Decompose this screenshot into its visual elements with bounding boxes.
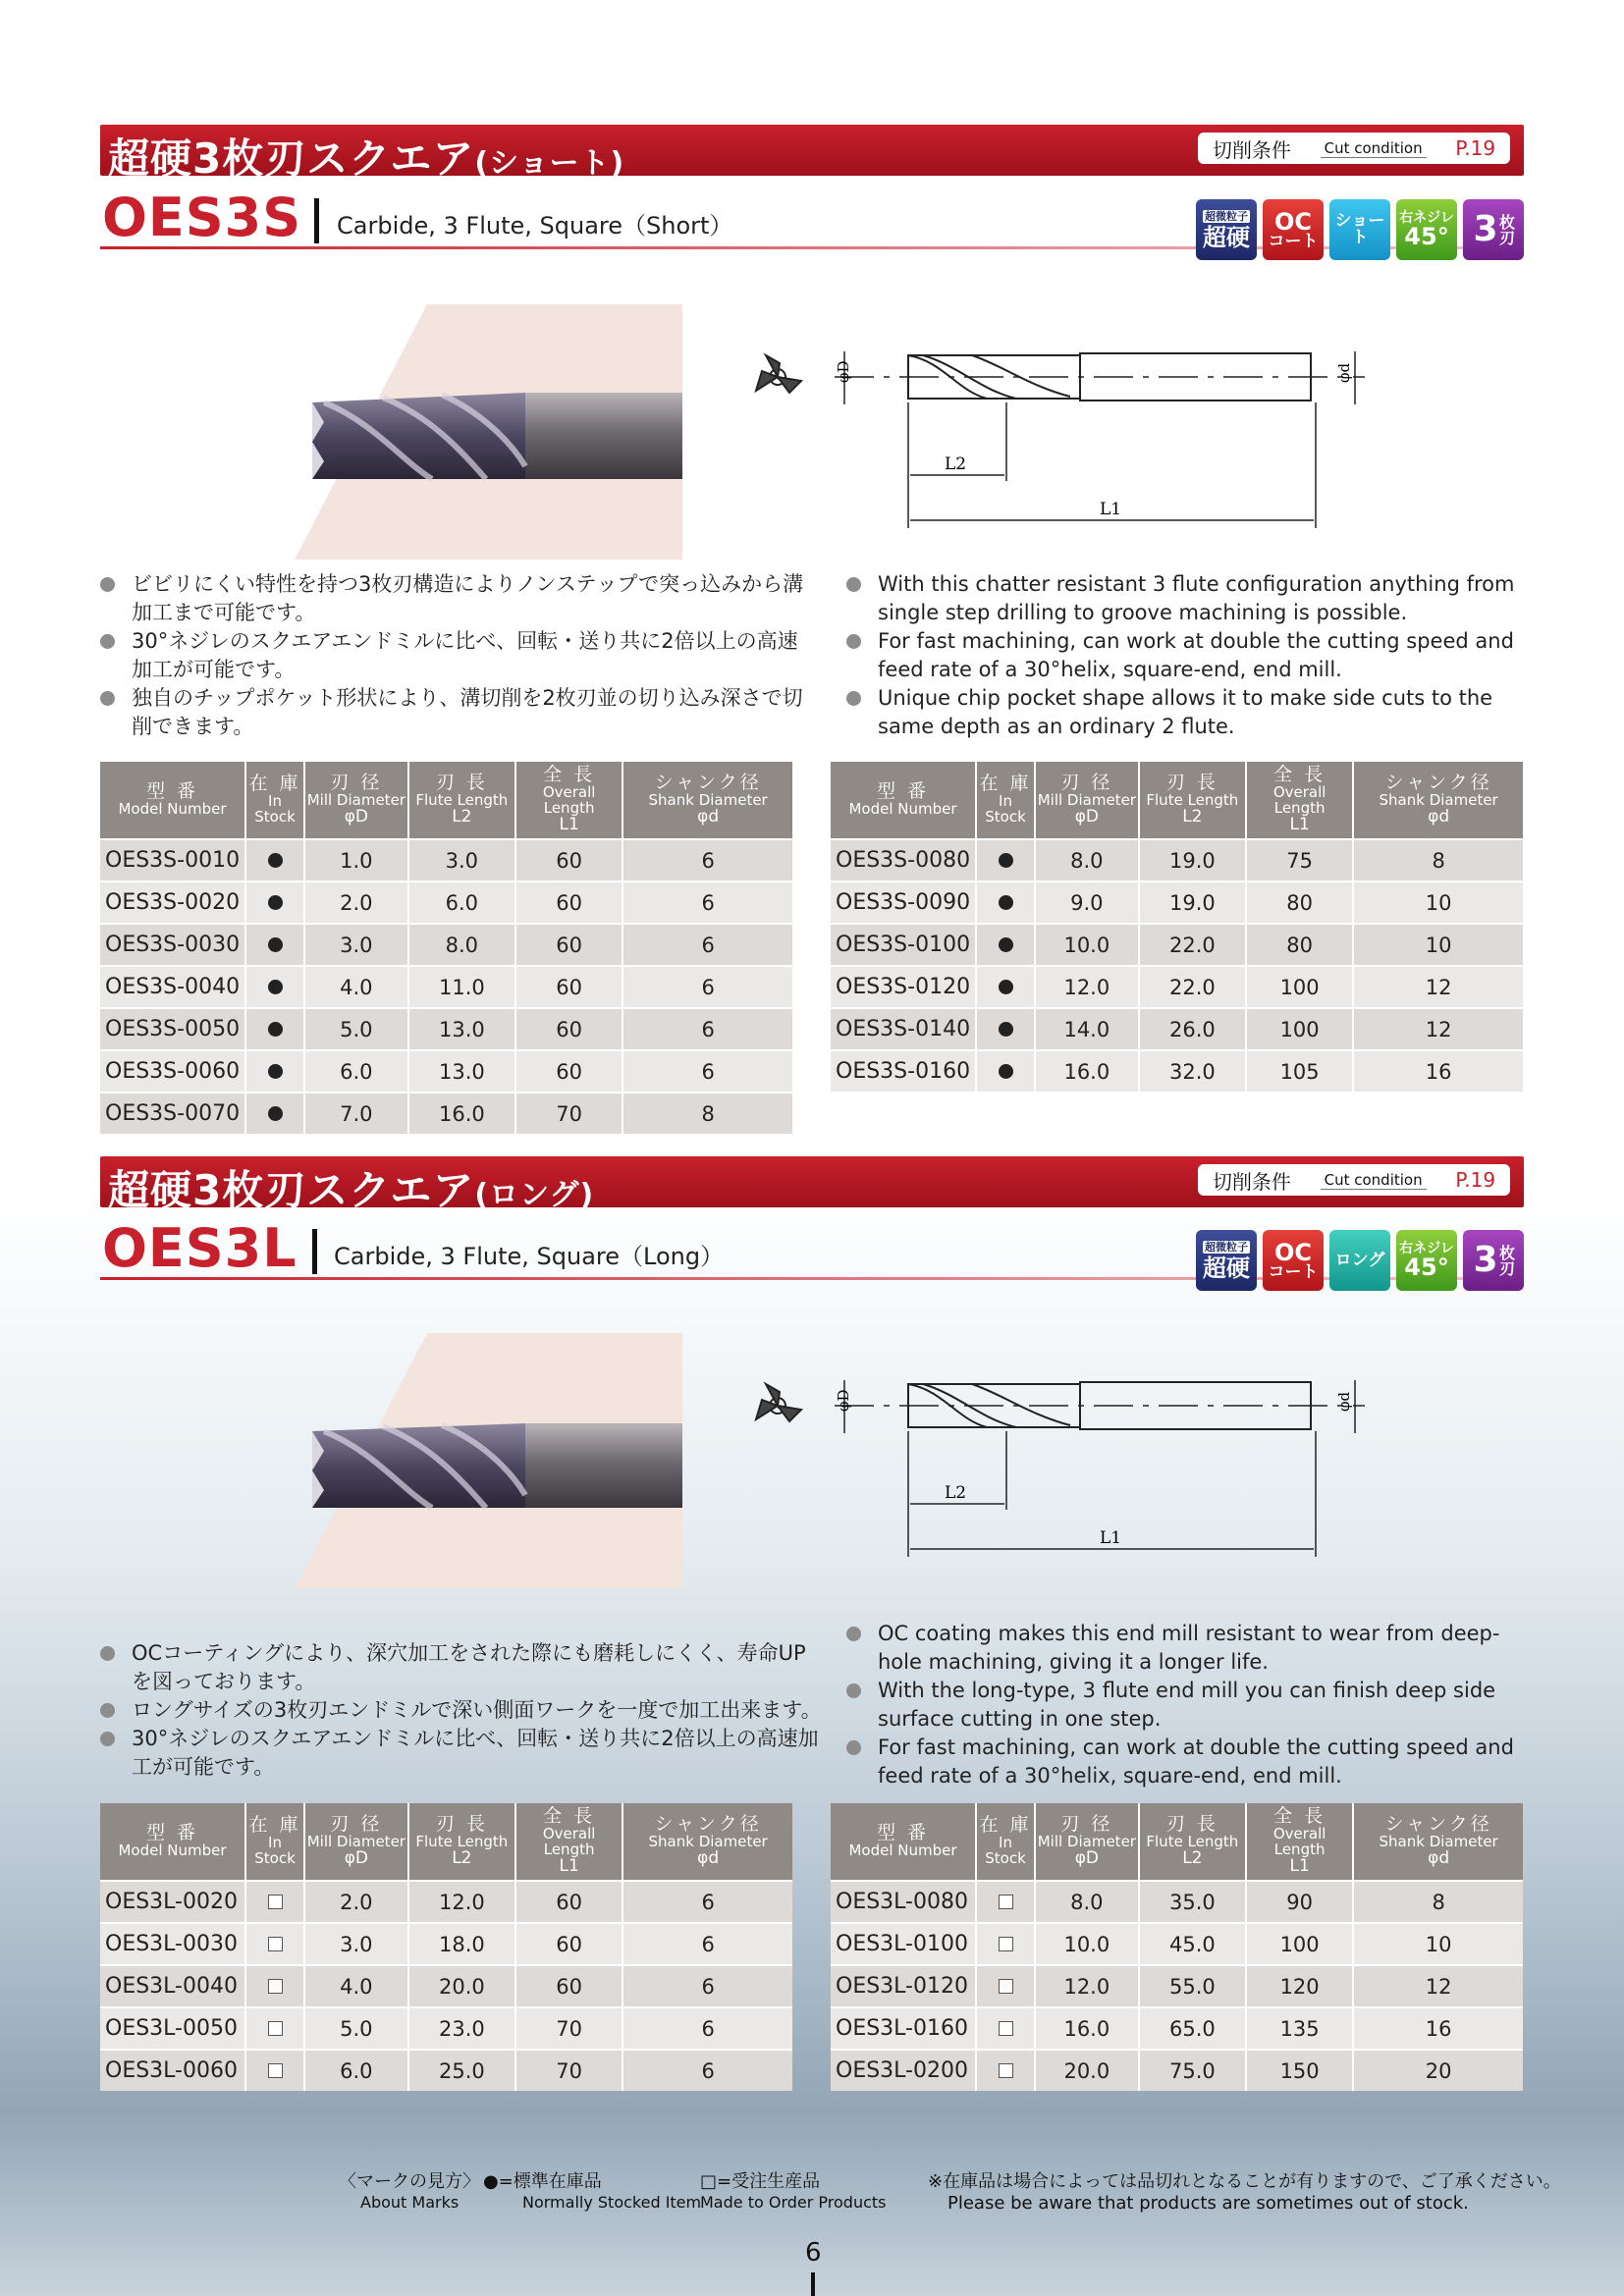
spec-value-cell: 10 [1353, 1923, 1523, 1965]
model-number-cell: OES3L-0020 [100, 1881, 245, 1923]
short-dimension-diagram [746, 342, 1384, 534]
model-number-cell: OES3S-0070 [100, 1093, 245, 1134]
spec-value-cell: 100 [1246, 966, 1353, 1008]
model-number-cell: OES3L-0100 [831, 1923, 976, 1965]
stocked-dot-icon [999, 853, 1013, 868]
spec-value-cell: 5.0 [304, 2007, 408, 2050]
table-row [100, 1881, 792, 1923]
bullet-item: With this chatter resistant 3 flute configuration anything from single step drilling to groove machining is possible. [844, 570, 1522, 627]
ultra-fine-carbide-badge: 超微粒子 超硬 [1196, 199, 1257, 260]
long-dimension-diagram [746, 1370, 1384, 1563]
spec-value-cell: 12 [1353, 1008, 1523, 1050]
stock-mark [976, 1923, 1035, 1965]
made-to-order-square-icon [999, 1979, 1013, 1994]
spec-value-cell: 6 [623, 1008, 792, 1050]
spec-value-cell: 8.0 [1035, 839, 1139, 881]
table-row [831, 2050, 1523, 2091]
stocked-dot-icon [999, 895, 1013, 910]
spec-value-cell: 6 [623, 2007, 792, 2050]
spec-value-cell: 4.0 [304, 966, 408, 1008]
table-header-cell: 在 庫 In Stock [245, 1803, 304, 1881]
spec-value-cell: 22.0 [1139, 924, 1246, 966]
stock-mark [976, 2007, 1035, 2050]
short-feature-badges [1196, 199, 1524, 260]
stock-mark [245, 839, 304, 881]
spec-value-cell: 6 [623, 881, 792, 924]
spec-value-cell: 80 [1246, 881, 1353, 924]
stock-mark [245, 881, 304, 924]
spec-value-cell: 60 [515, 839, 623, 881]
spec-value-cell: 120 [1246, 1965, 1353, 2007]
table-row [831, 2007, 1523, 2050]
spec-value-cell: 2.0 [304, 1881, 408, 1923]
spec-value-cell: 19.0 [1139, 881, 1246, 924]
stock-mark [976, 1881, 1035, 1923]
table-row [831, 924, 1523, 966]
table-row [100, 1965, 792, 2007]
spec-value-cell: 23.0 [408, 2007, 515, 2050]
spec-value-cell: 3.0 [304, 1923, 408, 1965]
model-number-cell: OES3S-0140 [831, 1008, 976, 1050]
spec-value-cell: 8.0 [1035, 1881, 1139, 1923]
model-number-cell: OES3L-0200 [831, 2050, 976, 2091]
spec-value-cell: 10.0 [1035, 924, 1139, 966]
stock-mark [245, 2007, 304, 2050]
table-row [100, 881, 792, 924]
bullet-item: For fast machining, can work at double the cutting speed and feed rate of a 30°helix, square-end, end mill. [844, 1734, 1522, 1790]
short-title-banner [100, 125, 1524, 183]
table-header-cell: 型 番 Model Number [100, 1803, 245, 1881]
spec-value-cell: 16.0 [1035, 2007, 1139, 2050]
spec-value-cell: 6 [623, 839, 792, 881]
table-header-cell: 刃 径 Mill Diameter φD [1035, 1803, 1139, 1881]
footer-stock-note: ※在庫品は場合によっては品切れとなることが有りますので、ご了承ください。 Please be aware that products are sometimes out of stock. [928, 2171, 1561, 2214]
spec-value-cell: 80 [1246, 924, 1353, 966]
stock-mark [976, 881, 1035, 924]
stock-mark [976, 1050, 1035, 1092]
spec-value-cell: 6 [623, 966, 792, 1008]
stocked-dot-icon [999, 1022, 1013, 1037]
table-header-cell: 全 長 Overall Length L1 [1246, 762, 1353, 839]
spec-value-cell: 16 [1353, 1050, 1523, 1092]
spec-value-cell: 6 [623, 2050, 792, 2091]
three-flute-badge: 3 枚刃 [1463, 199, 1524, 260]
table-row [831, 1008, 1523, 1050]
ultra-fine-carbide-badge: 超微粒子 超硬 [1196, 1230, 1257, 1291]
spec-value-cell: 60 [515, 924, 623, 966]
stock-mark [976, 1008, 1035, 1050]
diagram-L2-label: L2 [945, 1483, 967, 1503]
stocked-dot-icon [268, 980, 283, 994]
spec-value-cell: 6 [623, 1881, 792, 1923]
bullet-item: Unique chip pocket shape allows it to make side cuts to the same depth as an ordinary 2 flute. [844, 684, 1522, 741]
table-header-cell: 型 番 Model Number [100, 762, 245, 839]
footer-order-legend: □=受注生産品 Made to Order Products [700, 2171, 887, 2212]
footer-marks-legend: 〈マークの見方〉 About Marks [339, 2171, 480, 2212]
table-row [831, 1050, 1523, 1092]
short-badge: ショート [1329, 199, 1390, 260]
spec-value-cell: 6 [623, 924, 792, 966]
bullet-item: ビビリにくい特性を持つ3枚刃構造によりノンステップで突っ込みから溝加工まで可能です。 [98, 570, 805, 627]
long-description: Carbide, 3 Flute, Square（Long） [334, 1243, 725, 1270]
short-end-mill-photo [285, 304, 682, 560]
bullet-item: OCコーティングにより、深穴加工をされた際にも磨耗しにくく、寿命UPを図っております。 [98, 1639, 825, 1696]
made-to-order-square-icon [999, 2021, 1013, 2036]
stocked-dot-icon [268, 1022, 283, 1037]
spec-value-cell: 3.0 [408, 839, 515, 881]
spec-value-cell: 22.0 [1139, 966, 1246, 1008]
spec-value-cell: 13.0 [408, 1008, 515, 1050]
spec-value-cell: 105 [1246, 1050, 1353, 1092]
spec-value-cell: 16 [1353, 2007, 1523, 2050]
long-spec-table-left [100, 1803, 792, 2091]
spec-value-cell: 10 [1353, 924, 1523, 966]
model-number-cell: OES3L-0040 [100, 1965, 245, 2007]
spec-value-cell: 60 [515, 881, 623, 924]
model-number-cell: OES3S-0030 [100, 924, 245, 966]
table-header-cell: 全 長 Overall Length L1 [515, 762, 623, 839]
table-header-cell: 在 庫 In Stock [976, 762, 1035, 839]
spec-value-cell: 60 [515, 1881, 623, 1923]
spec-value-cell: 19.0 [1139, 839, 1246, 881]
bullet-item: 30°ネジレのスクエアエンドミルに比べ、回転・送り共に2倍以上の高速加工が可能です。 [98, 1725, 825, 1782]
page-number: 6 [805, 2238, 822, 2268]
stock-mark [976, 2050, 1035, 2091]
spec-value-cell: 4.0 [304, 1965, 408, 2007]
spec-value-cell: 12 [1353, 1965, 1523, 2007]
short-product-code: OES3S [102, 187, 302, 248]
table-header-cell: 全 長 Overall Length L1 [1246, 1803, 1353, 1881]
stocked-dot-icon [999, 980, 1013, 994]
stock-mark [976, 924, 1035, 966]
spec-value-cell: 60 [515, 1923, 623, 1965]
spec-value-cell: 2.0 [304, 881, 408, 924]
spec-value-cell: 12.0 [1035, 1965, 1139, 2007]
spec-value-cell: 11.0 [408, 966, 515, 1008]
stock-mark [245, 2050, 304, 2091]
short-spec-table-left [100, 762, 792, 1134]
stock-mark [245, 1008, 304, 1050]
spec-value-cell: 70 [515, 2007, 623, 2050]
table-row [831, 966, 1523, 1008]
bullet-item: 独自のチップポケット形状により、溝切削を2枚刃並の切り込み深さで切削できます。 [98, 684, 805, 741]
spec-value-cell: 18.0 [408, 1923, 515, 1965]
table-header-cell: 型 番 Model Number [831, 762, 976, 839]
model-number-cell: OES3L-0160 [831, 2007, 976, 2050]
spec-value-cell: 10.0 [1035, 1923, 1139, 1965]
spec-value-cell: 13.0 [408, 1050, 515, 1093]
diagram-L2-label: L2 [945, 454, 967, 474]
spec-value-cell: 60 [515, 1008, 623, 1050]
spec-value-cell: 8.0 [408, 924, 515, 966]
spec-value-cell: 135 [1246, 2007, 1353, 2050]
page-number-bar [811, 2272, 815, 2296]
table-row [831, 1923, 1523, 1965]
spec-value-cell: 70 [515, 1093, 623, 1134]
model-number-cell: OES3S-0040 [100, 966, 245, 1008]
spec-value-cell: 26.0 [1139, 1008, 1246, 1050]
model-number-cell: OES3S-0060 [100, 1050, 245, 1093]
spec-value-cell: 32.0 [1139, 1050, 1246, 1092]
table-header-cell: 刃 径 Mill Diameter φD [304, 1803, 408, 1881]
made-to-order-square-icon [999, 2063, 1013, 2078]
table-header-cell: 刃 径 Mill Diameter φD [304, 762, 408, 839]
bullet-item: OC coating makes this end mill resistant to wear from deep-hole machining, giving it a longer life. [844, 1620, 1522, 1677]
table-row [831, 1965, 1523, 2007]
model-number-cell: OES3L-0120 [831, 1965, 976, 2007]
long-feature-badges [1196, 1230, 1524, 1291]
footer-stock-legend: ●=標準在庫品 Normally Stocked Item [483, 2171, 702, 2212]
short-description: Carbide, 3 Flute, Square（Short） [337, 212, 733, 240]
spec-value-cell: 6.0 [304, 2050, 408, 2091]
stock-mark [245, 1881, 304, 1923]
stocked-dot-icon [268, 1106, 283, 1121]
table-header-cell: 在 庫 In Stock [245, 762, 304, 839]
spec-value-cell: 9.0 [1035, 881, 1139, 924]
model-number-cell: OES3L-0050 [100, 2007, 245, 2050]
spec-value-cell: 6.0 [408, 881, 515, 924]
spec-value-cell: 90 [1246, 1881, 1353, 1923]
spec-value-cell: 16.0 [408, 1093, 515, 1134]
short-spec-table-right [831, 762, 1523, 1092]
spec-value-cell: 5.0 [304, 1008, 408, 1050]
made-to-order-square-icon [999, 1895, 1013, 1909]
short-code-separator [314, 198, 319, 243]
right-helix-45-badge: 右ネジレ 45° [1396, 199, 1457, 260]
stock-mark [245, 966, 304, 1008]
spec-value-cell: 60 [515, 1965, 623, 2007]
model-number-cell: OES3L-0080 [831, 1881, 976, 1923]
table-header-cell: シャンク径 Shank Diameter φd [1353, 1803, 1523, 1881]
long-code-separator [312, 1229, 317, 1274]
short-cut-condition-link[interactable]: 切削条件 Cut condition P.19 [1198, 133, 1510, 164]
model-number-cell: OES3L-0060 [100, 2050, 245, 2091]
model-number-cell: OES3S-0100 [831, 924, 976, 966]
table-row [831, 1881, 1523, 1923]
table-header-cell: 型 番 Model Number [831, 1803, 976, 1881]
spec-value-cell: 65.0 [1139, 2007, 1246, 2050]
spec-value-cell: 100 [1246, 1008, 1353, 1050]
diagram-phid-label: φd [1335, 1391, 1353, 1412]
table-header-cell: 刃 長 Flute Length L2 [1139, 1803, 1246, 1881]
made-to-order-square-icon [268, 1937, 283, 1951]
table-row [100, 1050, 792, 1093]
stocked-dot-icon [268, 1064, 283, 1079]
table-header-cell: 全 長 Overall Length L1 [515, 1803, 623, 1881]
spec-value-cell: 6 [623, 1050, 792, 1093]
spec-value-cell: 6.0 [304, 1050, 408, 1093]
diagram-phiD-label: φD [835, 360, 852, 383]
long-title: 超硬3枚刃スクエア(ロング) [108, 1166, 595, 1214]
stock-mark [245, 1923, 304, 1965]
spec-value-cell: 16.0 [1035, 1050, 1139, 1092]
diagram-phid-label: φd [1335, 362, 1353, 383]
spec-value-cell: 20 [1353, 2050, 1523, 2091]
stock-mark [245, 1093, 304, 1134]
table-row [100, 839, 792, 881]
stock-mark [976, 839, 1035, 881]
long-features-jp [98, 1639, 825, 1782]
spec-value-cell: 45.0 [1139, 1923, 1246, 1965]
spec-value-cell: 12.0 [1035, 966, 1139, 1008]
long-cut-condition-link[interactable]: 切削条件 Cut condition P.19 [1198, 1164, 1510, 1196]
spec-value-cell: 70 [515, 2050, 623, 2091]
table-row [100, 1008, 792, 1050]
stocked-dot-icon [999, 937, 1013, 952]
long-badge: ロング [1329, 1230, 1390, 1291]
stocked-dot-icon [268, 937, 283, 952]
diagram-phiD-label: φD [835, 1389, 852, 1412]
spec-value-cell: 8 [1353, 1881, 1523, 1923]
spec-value-cell: 55.0 [1139, 1965, 1246, 2007]
stock-mark [976, 1965, 1035, 2007]
three-flute-badge: 3 枚刃 [1463, 1230, 1524, 1291]
spec-value-cell: 25.0 [408, 2050, 515, 2091]
table-header-cell: シャンク径 Shank Diameter φd [623, 1803, 792, 1881]
spec-value-cell: 75.0 [1139, 2050, 1246, 2091]
table-header-cell: 在 庫 In Stock [976, 1803, 1035, 1881]
oc-coat-badge: OC コート [1263, 1230, 1324, 1291]
spec-value-cell: 3.0 [304, 924, 408, 966]
model-number-cell: OES3S-0010 [100, 839, 245, 881]
made-to-order-square-icon [268, 1979, 283, 1994]
stocked-dot-icon [268, 853, 283, 868]
bullet-item: For fast machining, can work at double the cutting speed and feed rate of a 30°helix, square-end, end mill. [844, 627, 1522, 684]
stock-mark [245, 1965, 304, 2007]
model-number-cell: OES3L-0030 [100, 1923, 245, 1965]
table-header-cell: シャンク径 Shank Diameter φd [623, 762, 792, 839]
table-row [100, 1093, 792, 1134]
diagram-L1-label: L1 [1100, 1528, 1122, 1548]
model-number-cell: OES3S-0020 [100, 881, 245, 924]
table-row [100, 2050, 792, 2091]
spec-value-cell: 100 [1246, 1923, 1353, 1965]
table-header-cell: 刃 長 Flute Length L2 [1139, 762, 1246, 839]
spec-value-cell: 1.0 [304, 839, 408, 881]
oc-coat-badge: OC コート [1263, 199, 1324, 260]
diagram-L1-label: L1 [1100, 500, 1122, 519]
spec-value-cell: 6 [623, 1965, 792, 2007]
spec-value-cell: 60 [515, 1050, 623, 1093]
short-features-jp [98, 570, 805, 741]
bullet-item: With the long-type, 3 flute end mill you can finish deep side surface cutting in one step. [844, 1677, 1522, 1734]
model-number-cell: OES3S-0120 [831, 966, 976, 1008]
model-number-cell: OES3S-0160 [831, 1050, 976, 1092]
spec-value-cell: 8 [1353, 839, 1523, 881]
table-row [831, 881, 1523, 924]
long-product-code: OES3L [102, 1217, 298, 1279]
stock-mark [245, 924, 304, 966]
table-header-cell: 刃 長 Flute Length L2 [408, 1803, 515, 1881]
table-header-cell: 刃 径 Mill Diameter φD [1035, 762, 1139, 839]
table-row [100, 1923, 792, 1965]
spec-value-cell: 150 [1246, 2050, 1353, 2091]
stock-mark [245, 1050, 304, 1093]
spec-value-cell: 35.0 [1139, 1881, 1246, 1923]
short-title: 超硬3枚刃スクエア(ショート) [108, 134, 625, 183]
table-header-cell: シャンク径 Shank Diameter φd [1353, 762, 1523, 839]
table-row [100, 966, 792, 1008]
table-row [100, 2007, 792, 2050]
bullet-item: 30°ネジレのスクエアエンドミルに比べ、回転・送り共に2倍以上の高速加工が可能です。 [98, 627, 805, 684]
spec-value-cell: 20.0 [1035, 2050, 1139, 2091]
spec-value-cell: 12 [1353, 966, 1523, 1008]
spec-value-cell: 10 [1353, 881, 1523, 924]
long-spec-table-right [831, 1803, 1523, 2091]
long-title-banner [100, 1156, 1524, 1214]
made-to-order-square-icon [999, 1937, 1013, 1951]
spec-value-cell: 7.0 [304, 1093, 408, 1134]
right-helix-45-badge: 右ネジレ 45° [1396, 1230, 1457, 1291]
table-row [831, 839, 1523, 881]
spec-value-cell: 12.0 [408, 1881, 515, 1923]
made-to-order-square-icon [268, 1895, 283, 1909]
table-header-cell: 刃 長 Flute Length L2 [408, 762, 515, 839]
long-features-en [844, 1620, 1522, 1790]
model-number-cell: OES3S-0050 [100, 1008, 245, 1050]
model-number-cell: OES3S-0090 [831, 881, 976, 924]
model-number-cell: OES3S-0080 [831, 839, 976, 881]
spec-value-cell: 6 [623, 1923, 792, 1965]
long-end-mill-photo [285, 1333, 682, 1588]
short-features-en [844, 570, 1522, 741]
bullet-item: ロングサイズの3枚刃エンドミルで深い側面ワークを一度で加工出来ます。 [98, 1696, 825, 1725]
spec-value-cell: 14.0 [1035, 1008, 1139, 1050]
stocked-dot-icon [268, 895, 283, 910]
spec-value-cell: 8 [623, 1093, 792, 1134]
stock-mark [976, 966, 1035, 1008]
made-to-order-square-icon [268, 2063, 283, 2078]
made-to-order-square-icon [268, 2021, 283, 2036]
spec-value-cell: 20.0 [408, 1965, 515, 2007]
stocked-dot-icon [999, 1064, 1013, 1079]
spec-value-cell: 75 [1246, 839, 1353, 881]
table-row [100, 924, 792, 966]
spec-value-cell: 60 [515, 966, 623, 1008]
